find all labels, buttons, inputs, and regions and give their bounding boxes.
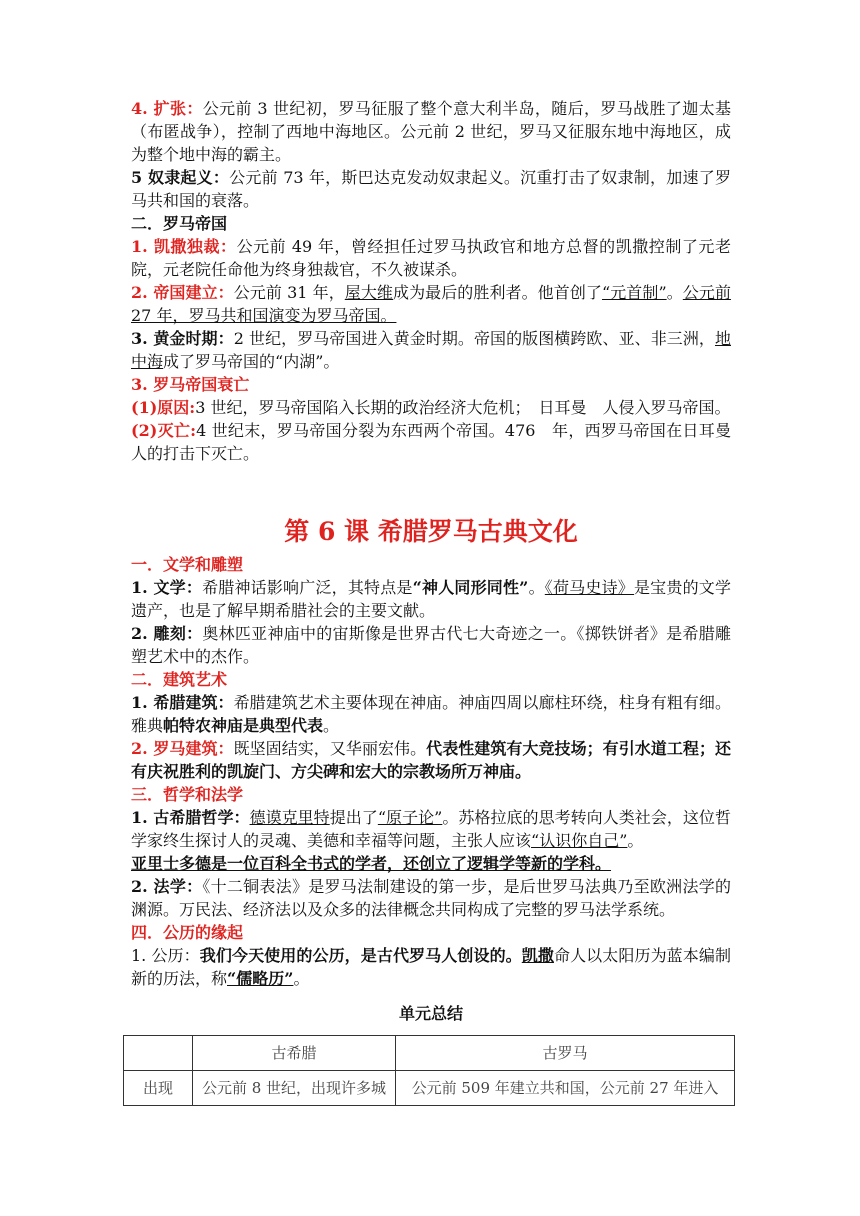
text: 是宝贵的文学遗产，也是了解早期希腊社会的主要文献。 bbox=[131, 578, 731, 620]
label: 1. 希腊建筑： bbox=[131, 693, 234, 712]
paragraph-golden-age bbox=[131, 327, 731, 373]
text: 命人以太阳历为蓝本编制新的历法，称 bbox=[131, 946, 731, 988]
lesson-title: 第 6 课 希腊罗马古典文化 bbox=[284, 517, 578, 546]
label: 1. 公历： bbox=[131, 946, 200, 965]
heading-literature: 一．文学和雕塑 bbox=[131, 555, 244, 574]
paragraph-calendar bbox=[131, 944, 731, 990]
table-header-row bbox=[124, 1036, 735, 1071]
paragraph-roman-architecture bbox=[131, 737, 731, 783]
text: 《十二铜表法》是罗马法制建设的第一步，是后世罗马法典乃至欧洲法学的渊源。万民法、经济法以及众多的法律概念共同构成了完整的罗马法学系统。 bbox=[131, 877, 731, 919]
text: “儒略历” bbox=[227, 969, 294, 988]
heading-decline: 3. 罗马帝国衰亡 bbox=[131, 375, 250, 394]
text: 公元前 31 年， bbox=[233, 283, 345, 302]
text: 公元前 3 世纪初，罗马征服了整个意大利半岛，随后，罗马战胜了迦太基（布匿战争），控制了西地中海地区。公元前 2 世纪，罗马又征服东地中海地区，成为整个地中海的霸主。 bbox=[131, 99, 731, 164]
text: 我们今天使用的公历，是古代罗马人创设的。 bbox=[199, 946, 522, 965]
paragraph-caesar bbox=[131, 235, 731, 281]
text: 3 世纪，罗马帝国陷入长期的政治经济大危机； 日耳曼 人侵入罗马帝国。 bbox=[195, 398, 731, 417]
summary-title: 单元总结 bbox=[398, 1004, 463, 1023]
text: 。苏格拉底的思考转向人类社会，这位哲学家终生探讨人的灵魂、美德和幸福等问题，主张人应该 bbox=[131, 808, 731, 850]
text: 代表性建筑有大竞技场；有引水道工程；还有庆祝胜利的凯旋门、方尖碑和宏大的宗教场所万神庙。 bbox=[131, 739, 731, 781]
label: (1)原因: bbox=[131, 398, 196, 417]
heading-philosophy-law: 三．哲学和法学 bbox=[131, 785, 244, 804]
text: 屋大维 bbox=[344, 283, 394, 302]
paragraph-fall bbox=[131, 419, 731, 465]
text: “元首制” bbox=[601, 283, 667, 302]
paragraph-slave-revolt bbox=[131, 166, 731, 212]
paragraph-causes bbox=[131, 396, 731, 419]
text: 成了罗马帝国的“内湖”。 bbox=[163, 352, 340, 371]
paragraph-greek-architecture bbox=[131, 691, 731, 737]
text: 奥林匹亚神庙中的宙斯像是世界古代七大奇迹之一。《掷铁饼者》是希腊雕塑艺术中的杰作。 bbox=[131, 624, 731, 666]
paragraph-law bbox=[131, 875, 731, 921]
heading-architecture: 二．建筑艺术 bbox=[131, 670, 228, 689]
text: 。 bbox=[323, 716, 340, 735]
summary-table bbox=[123, 1035, 735, 1106]
paragraph-literature bbox=[131, 576, 731, 622]
table-cell bbox=[124, 1036, 193, 1071]
heading-calendar: 四．公历的缘起 bbox=[131, 923, 244, 942]
label: 2. 雕刻： bbox=[131, 624, 203, 643]
text: 。 bbox=[666, 283, 683, 302]
text: 亚里士多德是一位百科全书式的学者，还创立了逻辑学等新的学科。 bbox=[131, 854, 612, 873]
table-cell: 公元前 8 世纪，出现许多城 bbox=[193, 1071, 396, 1106]
text: 公元前 49 年，曾经担任过罗马执政官和地方总督的凯撒控制了元老院，元老院任命他为终身独裁官，不久被谋杀。 bbox=[131, 237, 731, 279]
text: 。 bbox=[627, 831, 644, 850]
paragraph-sculpture bbox=[131, 622, 731, 668]
label: 3. 黄金时期： bbox=[131, 329, 234, 348]
label: 1. 古希腊哲学： bbox=[131, 808, 250, 827]
text: 《荷马史诗》 bbox=[544, 578, 634, 597]
table-cell: 古希腊 bbox=[193, 1036, 396, 1071]
table-cell: 公元前 509 年建立共和国，公元前 27 年进入 bbox=[396, 1071, 735, 1106]
table-cell: 出现 bbox=[124, 1071, 193, 1106]
label: 1. 凯撒独裁： bbox=[131, 237, 237, 256]
label: 2. 帝国建立： bbox=[131, 283, 234, 302]
text: 4 世纪末，罗马帝国分裂为东西两个帝国。476 年，西罗马帝国在日耳曼人的打击下灭亡。 bbox=[131, 421, 731, 463]
text: “认识你自己” bbox=[531, 831, 628, 850]
table-row bbox=[124, 1071, 735, 1106]
text: 希腊神话影响广泛，其特点是 bbox=[202, 578, 413, 597]
text: “神人同形同性” bbox=[412, 578, 529, 597]
text: 公元前 73 年，斯巴达克发动奴隶起义。沉重打击了奴隶制，加速了罗马共和国的衰落。 bbox=[131, 168, 731, 210]
text: 凯撒 bbox=[521, 946, 554, 965]
text: 提出了 bbox=[329, 808, 378, 827]
text: 2 世纪，罗马帝国进入黄金时期。帝国的版图横跨欧、亚、非三洲， bbox=[233, 329, 715, 348]
text: 。 bbox=[528, 578, 545, 597]
text: 。 bbox=[293, 969, 310, 988]
text: 公元前 27 年，罗马共和国演变为罗马帝国。 bbox=[131, 283, 731, 325]
text: “原子论” bbox=[377, 808, 443, 827]
label: 4. 扩张： bbox=[131, 99, 203, 118]
label: 5 奴隶起义： bbox=[131, 168, 230, 187]
label: 2. 法学： bbox=[131, 877, 203, 896]
text: 成为最后的胜利者。他首创了 bbox=[393, 283, 602, 302]
text: 既坚固结实，又华丽宏伟。 bbox=[233, 739, 427, 758]
label: 1. 文学： bbox=[131, 578, 203, 597]
text: 地中海 bbox=[131, 329, 731, 371]
paragraph-empire-founding bbox=[131, 281, 731, 327]
label: (2)灭亡: bbox=[131, 421, 197, 440]
document-page bbox=[131, 97, 731, 1106]
text: 德谟克里特 bbox=[249, 808, 330, 827]
table-cell: 古罗马 bbox=[396, 1036, 735, 1071]
label: 2. 罗马建筑： bbox=[131, 739, 234, 758]
text: 希腊建筑艺术主要体现在神庙。神庙四周以廊柱环绕，柱身有粗有细。雅典 bbox=[131, 693, 731, 735]
text: 帕特农神庙是典型代表 bbox=[163, 716, 324, 735]
paragraph-philosophy bbox=[131, 806, 731, 875]
heading-roman-empire: 二．罗马帝国 bbox=[131, 214, 228, 233]
paragraph-expansion bbox=[131, 97, 731, 166]
